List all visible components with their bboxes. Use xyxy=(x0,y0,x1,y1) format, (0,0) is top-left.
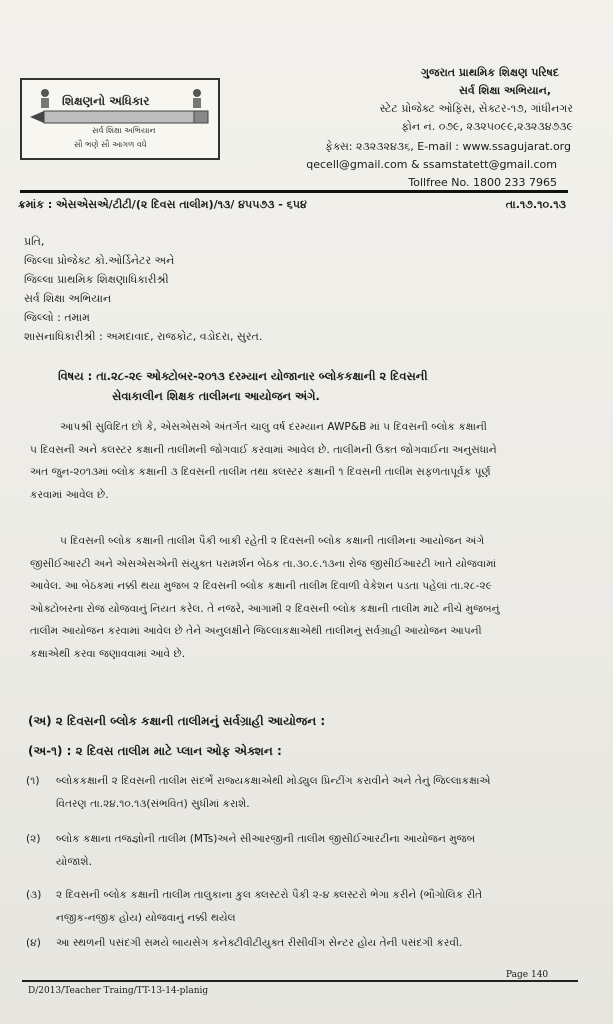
item-text: નજીક-નજીક હોય) યોજવાનું નક્કી થયેલ xyxy=(56,911,236,924)
recipient-line: શાસનાધિકારીશ્રી : અમદાવાદ, રાજકોટ, વડોદરા, સુરત. xyxy=(24,330,263,343)
list-item xyxy=(26,770,576,815)
child-icon xyxy=(36,88,54,110)
org-tollfree: Tollfree No. 1800 233 7965 xyxy=(408,176,557,189)
rte-logo xyxy=(20,78,220,160)
item-number: (૧) xyxy=(26,775,40,787)
item-number: (૩) xyxy=(26,889,42,901)
subject-line: વિષય : તા.૨૮-૨૯ ઓક્ટોબર-૨૦૧૩ દરમ્યાન યોજાનાર બ્લોકકક્ષાની ૨ દિવસની xyxy=(58,369,428,383)
subject-block xyxy=(58,366,558,406)
page-number: Page 140 xyxy=(506,970,549,980)
recipient-block xyxy=(24,232,262,346)
org-subtitle: સર્વ શિક્ષા અભિયાન, xyxy=(458,84,551,97)
org-address: સ્ટેટ પ્રોજેક્ટ ઓફિસ, સેક્ટર-૧૭, ગાંધીનગર xyxy=(379,102,573,115)
paragraph-line: અત જુન-૨૦૧૩માં બ્લોક કક્ષાની ૩ દિવસની તાલીમ તથા ક્લસ્ટર કક્ષાની ૧ દિવસની તાલીમ સફળતાપૂર્વક પૂર્ણ xyxy=(30,466,491,478)
section-heading-a: (અ) ૨ દિવસની બ્લોક કક્ષાની તાલીમનું સર્વગ્રાહી આયોજન : xyxy=(28,714,326,728)
logo-subtitle: સર્વ શિક્ષા અભિયાન xyxy=(92,126,156,135)
footer-divider xyxy=(22,980,578,982)
paragraph-line: તાલીમ આયોજન કરવામાં આવેલ છે તેને અનુલક્ષીને જિલ્લાકક્ષાએથી તાલીમનું સર્વગ્રાહી આયોજન આપની xyxy=(30,625,482,637)
list-item xyxy=(26,884,576,929)
org-emails: qecell@gmail.com & ssamstatett@gmail.com xyxy=(306,158,557,171)
pencil-icon xyxy=(30,110,210,124)
item-text: આ સ્થળની પસંદગી સમયે બાયસેગ કનેક્ટીવીટીયુક્ત રીસીવીંગ સેન્ટર હોય તેની પસંદગી કરવી. xyxy=(56,937,463,949)
item-number: (૨) xyxy=(26,833,41,845)
body-paragraph-2 xyxy=(30,530,575,665)
reference-number: ક્રમાંક : એસએસએ/ટીટી/(૨ દિવસ તાલીમ)/૧૩/ ૪૫૫૭૩ - ૬૫૪ xyxy=(18,198,307,211)
paragraph-line: કરવામાં આવેલ છે. xyxy=(30,488,109,501)
item-text: ૨ દિવસની બ્લોક કક્ષાની તાલીમ તાલુકાના કુલ ક્લસ્ટરો પૈકી ૨-૪ ક્લસ્ટરો ભેગા કરીને (ભૌગોલિક રીતે xyxy=(56,889,483,901)
subject-line: સેવાકાલીન શિક્ષક તાલીમના આયોજન અંગે. xyxy=(112,389,320,403)
item-text: બ્લોકકક્ષાની ૨ દિવસની તાલીમ સંદર્ભે રાજ્યકક્ષાએથી મોડ્યુલ પ્રિન્ટીંગ કરાવીને અને તેનું જિલ્લાકક્ષાએ xyxy=(56,775,491,787)
org-phone: ફોન નં. ૦૭૯, ૨૩૨૫૦૯૯,૨૩૨૩૪૭૩૯ xyxy=(401,120,573,133)
recipient-line: જિલ્લા પ્રાથમિક શિક્ષણાધિકારીશ્રી xyxy=(24,273,169,286)
section-heading-a1: (અ-૧) : ૨ દિવસ તાલીમ માટે પ્લાન ઓફ એક્શન : xyxy=(28,744,282,758)
recipient-line: સર્વ શિક્ષા અભિયાન xyxy=(24,292,112,305)
item-text: બ્લોક કક્ષાના તજજ્ઞોની તાલીમ (MTs)અને સીઆરજીની તાલીમ જીસીઈઆરટીના આયોજન મુજબ xyxy=(56,833,476,845)
org-fax-email: ફેક્સ: ૨૩૨૩૨૪૩૬, E-mail : www.ssagujarat.org xyxy=(325,140,571,153)
logo-title: શિક્ષણનો અધિકાર xyxy=(62,94,150,108)
list-item xyxy=(26,828,576,873)
paragraph-line: આપશ્રી સુવિદિત છો કે, એસએસએ અંતર્ગત ચાલુ વર્ષ દરમ્યાન AWP&B માં ૫ દિવસની બ્લોક કક્ષાની xyxy=(60,421,487,433)
paragraph-line: ૫ દિવસની બ્લોક કક્ષાની તાલીમ પૈકી બાકી રહેતી ૨ દિવસની બ્લોક કક્ષાની તાલીમના આયોજન અંગે xyxy=(60,535,485,547)
item-text: વિતરણ તા.૨૪.૧૦.૧૩(સંભવિત) સુધીમાં કરાશે. xyxy=(56,797,250,810)
reference-row xyxy=(18,198,578,212)
item-text: યોજાશે. xyxy=(56,855,92,868)
header-divider xyxy=(20,190,568,193)
org-name: ગુજરાત પ્રાથમિક શિક્ષણ પરિષદ xyxy=(420,66,559,79)
recipient-line: પ્રતિ, xyxy=(24,235,45,248)
body-paragraph-1 xyxy=(30,416,575,506)
item-number: (૪) xyxy=(26,937,41,949)
paragraph-line: જીસીઈઆરટી અને એસએસએની સંયુક્ત પરામર્શન બેઠક તા.૩૦.૯.૧૩ના રોજ જીસીઈઆરટી ખાતે યોજવામાં xyxy=(30,557,497,570)
paragraph-line: ૫ દિવસની અને ક્લસ્ટર કક્ષાની તાલીમની જોગવાઈ કરવામાં આવેલ છે. તાલીમની ઉક્ત જોગવાઈના અનુસંધાને xyxy=(30,443,497,456)
child-icon xyxy=(188,88,206,110)
footer-file-path: D/2013/Teacher Traing/TT-13-14-planig xyxy=(28,986,209,996)
list-item xyxy=(26,932,576,955)
paragraph-line: ઓક્ટોબરના રોજ યોજવાનું નિયત કરેલ. તે નજરે, આગામી ૨ દિવસની બ્લોક કક્ષાની તાલીમ માટે નીચે મુજબનું xyxy=(30,602,500,615)
recipient-line: જિલ્લા પ્રોજેક્ટ કો.ઓર્ડિનેટર અને xyxy=(24,254,175,267)
logo-tagline: સૌ ભણે સૌ આગળ વધે xyxy=(74,140,147,149)
recipient-line: જિલ્લો : તમામ xyxy=(24,311,90,324)
paragraph-line: આવેલ. આ બેઠકમાં નક્કી થયા મુજબ ૨ દિવસની બ્લોક કક્ષાની તાલીમ દિવાળી વેકેશન પડતા પહેલાં તા.૨૮-૨૯ xyxy=(30,580,492,592)
letter-date: તા.૧૭.૧૦.૧૩ xyxy=(505,198,566,211)
paragraph-line: કક્ષાએથી કરવા જણાવવામાં આવે છે. xyxy=(30,647,186,660)
